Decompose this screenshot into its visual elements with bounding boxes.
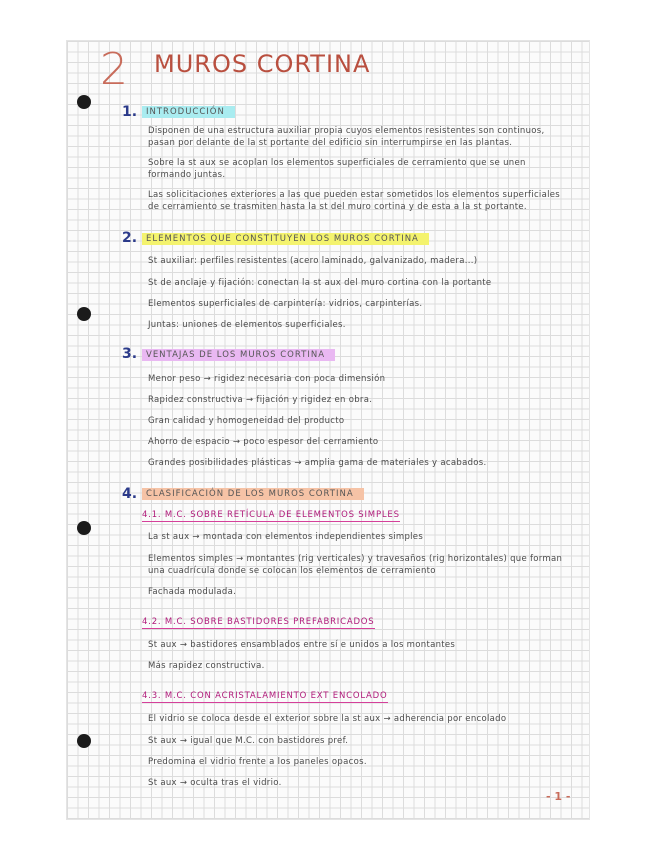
text-line: Predomina el vidrio frente a los paneles opacos.: [148, 757, 367, 767]
text-line: formando juntas.: [148, 170, 226, 180]
page-number: - 1 -: [546, 790, 571, 803]
section-title: CLASIFICACIÓN DE LOS MUROS CORTINA: [142, 488, 364, 500]
text-line: St auxiliar: perfiles resistentes (acero laminado, galvanizado, madera...): [148, 256, 478, 266]
text-line: Disponen de una estructura auxiliar propia cuyos elementos resistentes son continuos,: [148, 126, 545, 136]
text-line: Rapidez constructiva → fijación y rigidez en obra.: [148, 395, 373, 405]
section-number: 1.: [122, 104, 138, 120]
subsection-title: 4.2. M.C. SOBRE BASTIDORES PREFABRICADOS: [142, 617, 375, 627]
text-line: Ahorro de espacio → poco espesor del cerramiento: [148, 437, 379, 447]
binder-hole-icon: [77, 95, 91, 109]
subsection-title: 4.3. M.C. CON ACRISTALAMIENTO EXT ENCOLADO: [142, 691, 388, 701]
section-title: INTRODUCCIÓN: [142, 106, 235, 118]
chapter-number: 2: [100, 44, 128, 95]
binder-hole-icon: [77, 734, 91, 748]
text-line: St aux → oculta tras el vidrio.: [148, 778, 282, 788]
text-line: Fachada modulada.: [148, 587, 237, 597]
binder-hole-icon: [77, 307, 91, 321]
text-line: Las solicitaciones exteriores a las que pueden estar sometidos los elementos superficiales: [148, 190, 561, 200]
text-line: Grandes posibilidades plásticas → amplia gama de materiales y acabados.: [148, 458, 487, 468]
grid-paper: [66, 40, 590, 820]
section-number: 2.: [122, 230, 138, 246]
subsection-title: 4.1. M.C. SOBRE RETÍCULA DE ELEMENTOS SIMPLES: [142, 510, 400, 520]
text-line: La st aux → montada con elementos independientes simples: [148, 532, 424, 542]
text-line: Elementos simples → montantes (rig verticales) y travesaños (rig horizontales) que forman: [148, 554, 563, 564]
text-line: Más rapidez constructiva.: [148, 661, 265, 671]
text-line: Juntas: uniones de elementos superficiales.: [148, 320, 346, 330]
text-line: pasan por delante de la st portante del edificio sin interrumpirse en las plantas.: [148, 138, 513, 148]
section-title: ELEMENTOS QUE CONSTITUYEN LOS MUROS CORTINA: [142, 233, 429, 245]
text-line: Sobre la st aux se acoplan los elementos superficiales de cerramiento que se unen: [148, 158, 526, 168]
text-line: St aux → bastidores ensamblados entre sí e unidos a los montantes: [148, 640, 456, 650]
text-line: El vidrio se coloca desde el exterior sobre la st aux → adherencia por encolado: [148, 714, 507, 724]
section-title: VENTAJAS DE LOS MUROS CORTINA: [142, 349, 335, 361]
text-line: St de anclaje y fijación: conectan la st aux del muro cortina con la portante: [148, 278, 492, 288]
text-line: Menor peso → rigidez necesaria con poca dimensión: [148, 374, 386, 384]
text-line: St aux → igual que M.C. con bastidores pref.: [148, 736, 349, 746]
text-line: una cuadrícula donde se colocan los elementos de cerramiento: [148, 566, 436, 576]
text-line: de cerramiento se trasmiten hasta la st del muro cortina y de esta a la st portante.: [148, 202, 527, 212]
section-number: 4.: [122, 486, 138, 502]
text-line: Gran calidad y homogeneidad del producto: [148, 416, 345, 426]
page-title: MUROS CORTINA: [154, 50, 371, 78]
text-line: Elementos superficiales de carpintería: vidrios, carpinterías.: [148, 299, 423, 309]
binder-hole-icon: [77, 521, 91, 535]
section-number: 3.: [122, 346, 138, 362]
